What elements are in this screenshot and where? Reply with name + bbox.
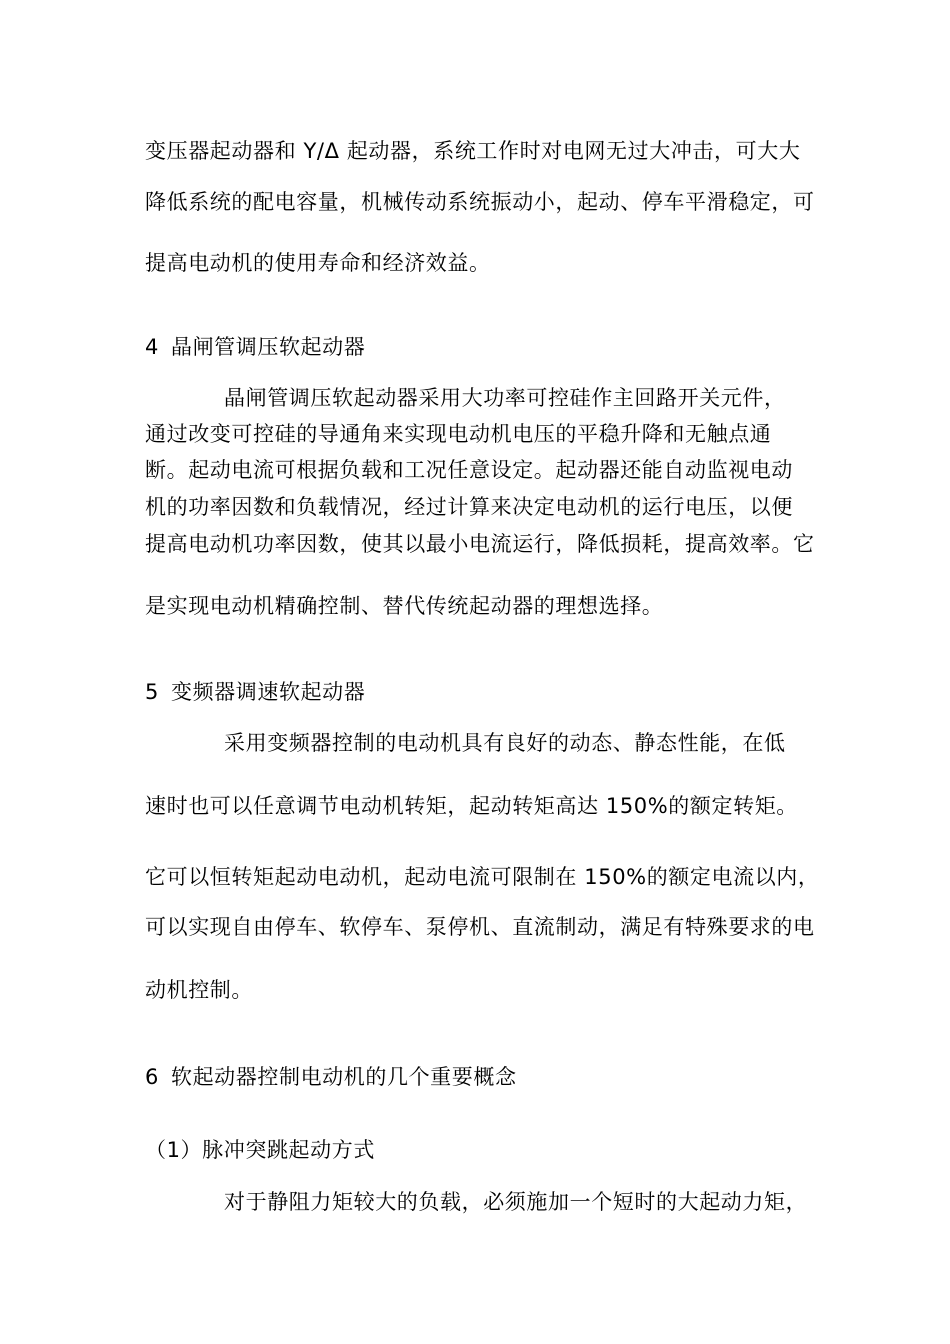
- section-4-line-1: 晶闸管调压软起动器采用大功率可控硅作主回路开关元件，: [224, 386, 786, 410]
- intro-line-2: 降低系统的配电容量，机械传动系统振动小，起动、停车平滑稳定，可: [145, 190, 815, 214]
- section-4-title: 晶闸管调压软起动器: [170, 335, 366, 359]
- section-5-line-2: 速时也可以任意调节电动机转矩，起动转矩高达 150%的额定转矩。: [145, 794, 798, 818]
- section-5-line-1: 采用变频器控制的电动机具有良好的动态、静态性能，在低: [224, 731, 786, 755]
- intro-line-1: 变压器起动器和 Y/Δ 起动器，系统工作时对电网无过大冲击，可大大: [145, 139, 801, 163]
- section-4-line-4: 机的功率因数和负载情况，经过计算来决定电动机的运行电压，以便: [145, 495, 793, 519]
- section-4-line-3: 断。起动电流可根据负载和工况任意设定。起动器还能自动监视电动: [145, 458, 793, 482]
- section-4-line-6: 是实现电动机精确控制、替代传统起动器的理想选择。: [145, 594, 664, 618]
- intro-line-3: 提高电动机的使用寿命和经济效益。: [145, 251, 491, 275]
- section-5-line-3: 它可以恒转矩起动电动机，起动电流可限制在 150%的额定电流以内，: [145, 865, 820, 889]
- subsection-1-label: （1）脉冲突跳起动方式: [145, 1138, 375, 1162]
- section-5-line-4: 可以实现自由停车、软停车、泵停机、直流制动，满足有特殊要求的电: [145, 915, 815, 939]
- section-5-heading: [145, 678, 825, 706]
- section-4-heading: [145, 333, 825, 361]
- section-5-title: 变频器调速软起动器: [170, 680, 366, 704]
- section-6-heading: [145, 1063, 825, 1091]
- section-4-number: 4: [145, 335, 159, 359]
- section-6-title: 软起动器控制电动机的几个重要概念: [170, 1065, 517, 1089]
- section-5-line-5: 动机控制。: [145, 978, 253, 1002]
- section-5-number: 5: [145, 680, 159, 704]
- section-4-line-5: 提高电动机功率因数，使其以最小电流运行，降低损耗，提高效率。它: [145, 532, 815, 556]
- section-6-number: 6: [145, 1065, 159, 1089]
- subsection-1-line-1: 对于静阻力矩较大的负载，必须施加一个短时的大起动力矩，: [224, 1190, 808, 1214]
- section-4-line-2: 通过改变可控硅的导通角来实现电动机电压的平稳升降和无触点通: [145, 422, 772, 446]
